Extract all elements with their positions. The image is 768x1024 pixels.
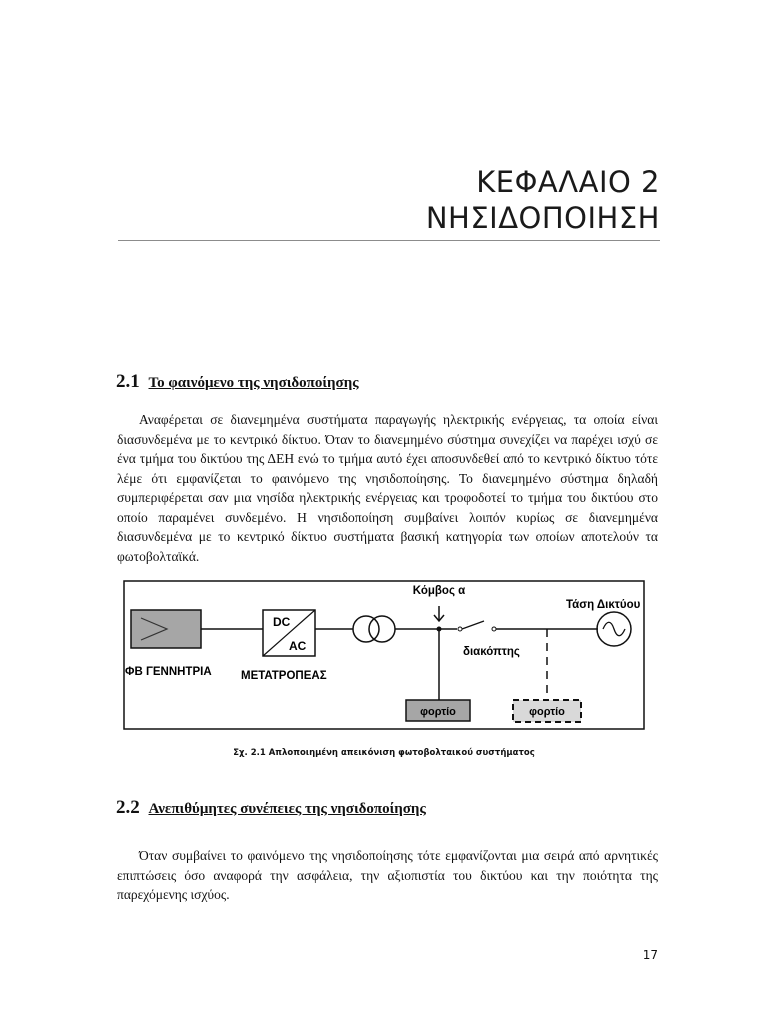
section-2-1-heading: [116, 371, 359, 393]
page-number: 17: [642, 948, 658, 962]
transformer-coil-left: [353, 616, 379, 642]
chapter-name: ΝΗΣΙΔΟΠΟΙΗΣΗ: [425, 201, 660, 235]
section-2-1-number: 2.1: [116, 371, 140, 392]
pv-generator-label: ΦΒ ΓΕΝΝΗΤΡΙΑ: [125, 666, 212, 678]
converter-dc-label: DC: [273, 615, 291, 629]
grid-voltage-label: Τάση Δικτύου: [566, 599, 641, 611]
section-2-1-title: Το φαινόμενο της νησιδοποίησης: [148, 375, 359, 391]
transformer-coil-right: [369, 616, 395, 642]
switch-label: διακόπτης: [463, 646, 520, 658]
section-2-2-heading: [116, 797, 426, 819]
section-2-2-paragraph: Όταν συμβαίνει το φαινόμενο της νησιδοποίησης τότε εμφανίζονται μια σειρά από αρνητικές επιπτώσεις όσο αναφορά την ασφάλεια, την αξιοπιστία του δικτύου και την ποιότητα της παρεχόμενης ισχύος.: [117, 848, 658, 902]
section-2-2-title: Ανεπιθύμητες συνέπειες της νησιδοποίησης: [148, 801, 426, 817]
node-a-label: Κόμβος α: [412, 585, 466, 597]
pv-system-diagram: [123, 580, 645, 730]
switch-contact-left: [458, 627, 462, 631]
figure-caption: Σχ. 2.1 Απλοποιημένη απεικόνιση φωτοβολταικού συστήματος: [233, 748, 535, 758]
section-2-1-paragraph: Αναφέρεται σε διανεμημένα συστήματα παραγωγής ηλεκτρικής ενέργειας, τα οποία είναι διασυνδεμένα με το κεντρικό δίκτυο. Όταν το διανεμημένο σύστημα συνεχίζει να παρέχει ισχύ σε ένα τμήμα του δικτύου της ΔΕΗ ενώ το τμήμα αυτό έχει αποσυνδεθεί από το κεντρικό δίκτυο τότε λέμε ότι εμφανίζεται το φαινόμενο της νησιδοποίησης. Το διανεμημένο σύστημα δηλαδή συμπεριφέρεται σαν μια νησίδα ηλεκτρικής ενέργειας και τροφοδοτεί το τμήμα του δικτύου στο οποίο παραμένει συνδεμένο. Η νησιδοποίηση συμβαίνει λοιπόν κυρίως σε διανεμημένα διασυνδεμένα με το κεντρικό δίκτυο συστήματα βασική κατηγορία των οποίων αποτελούν τα φωτοβολταϊκά.: [117, 412, 658, 564]
switch-blade: [462, 621, 484, 629]
load-label: φορτίο: [420, 706, 456, 718]
chapter-divider: [118, 240, 660, 241]
section-2-2-number: 2.2: [116, 797, 140, 818]
switch-contact-right: [492, 627, 496, 631]
chapter-title: [426, 164, 660, 236]
converter-ac-label: AC: [289, 639, 307, 653]
optional-load-label: φορτίο: [529, 706, 565, 718]
chapter-number: ΚΕΦΑΛΑΙΟ 2: [476, 165, 660, 199]
converter-label: ΜΕΤΑΤΡΟΠΕΑΣ: [241, 670, 327, 682]
